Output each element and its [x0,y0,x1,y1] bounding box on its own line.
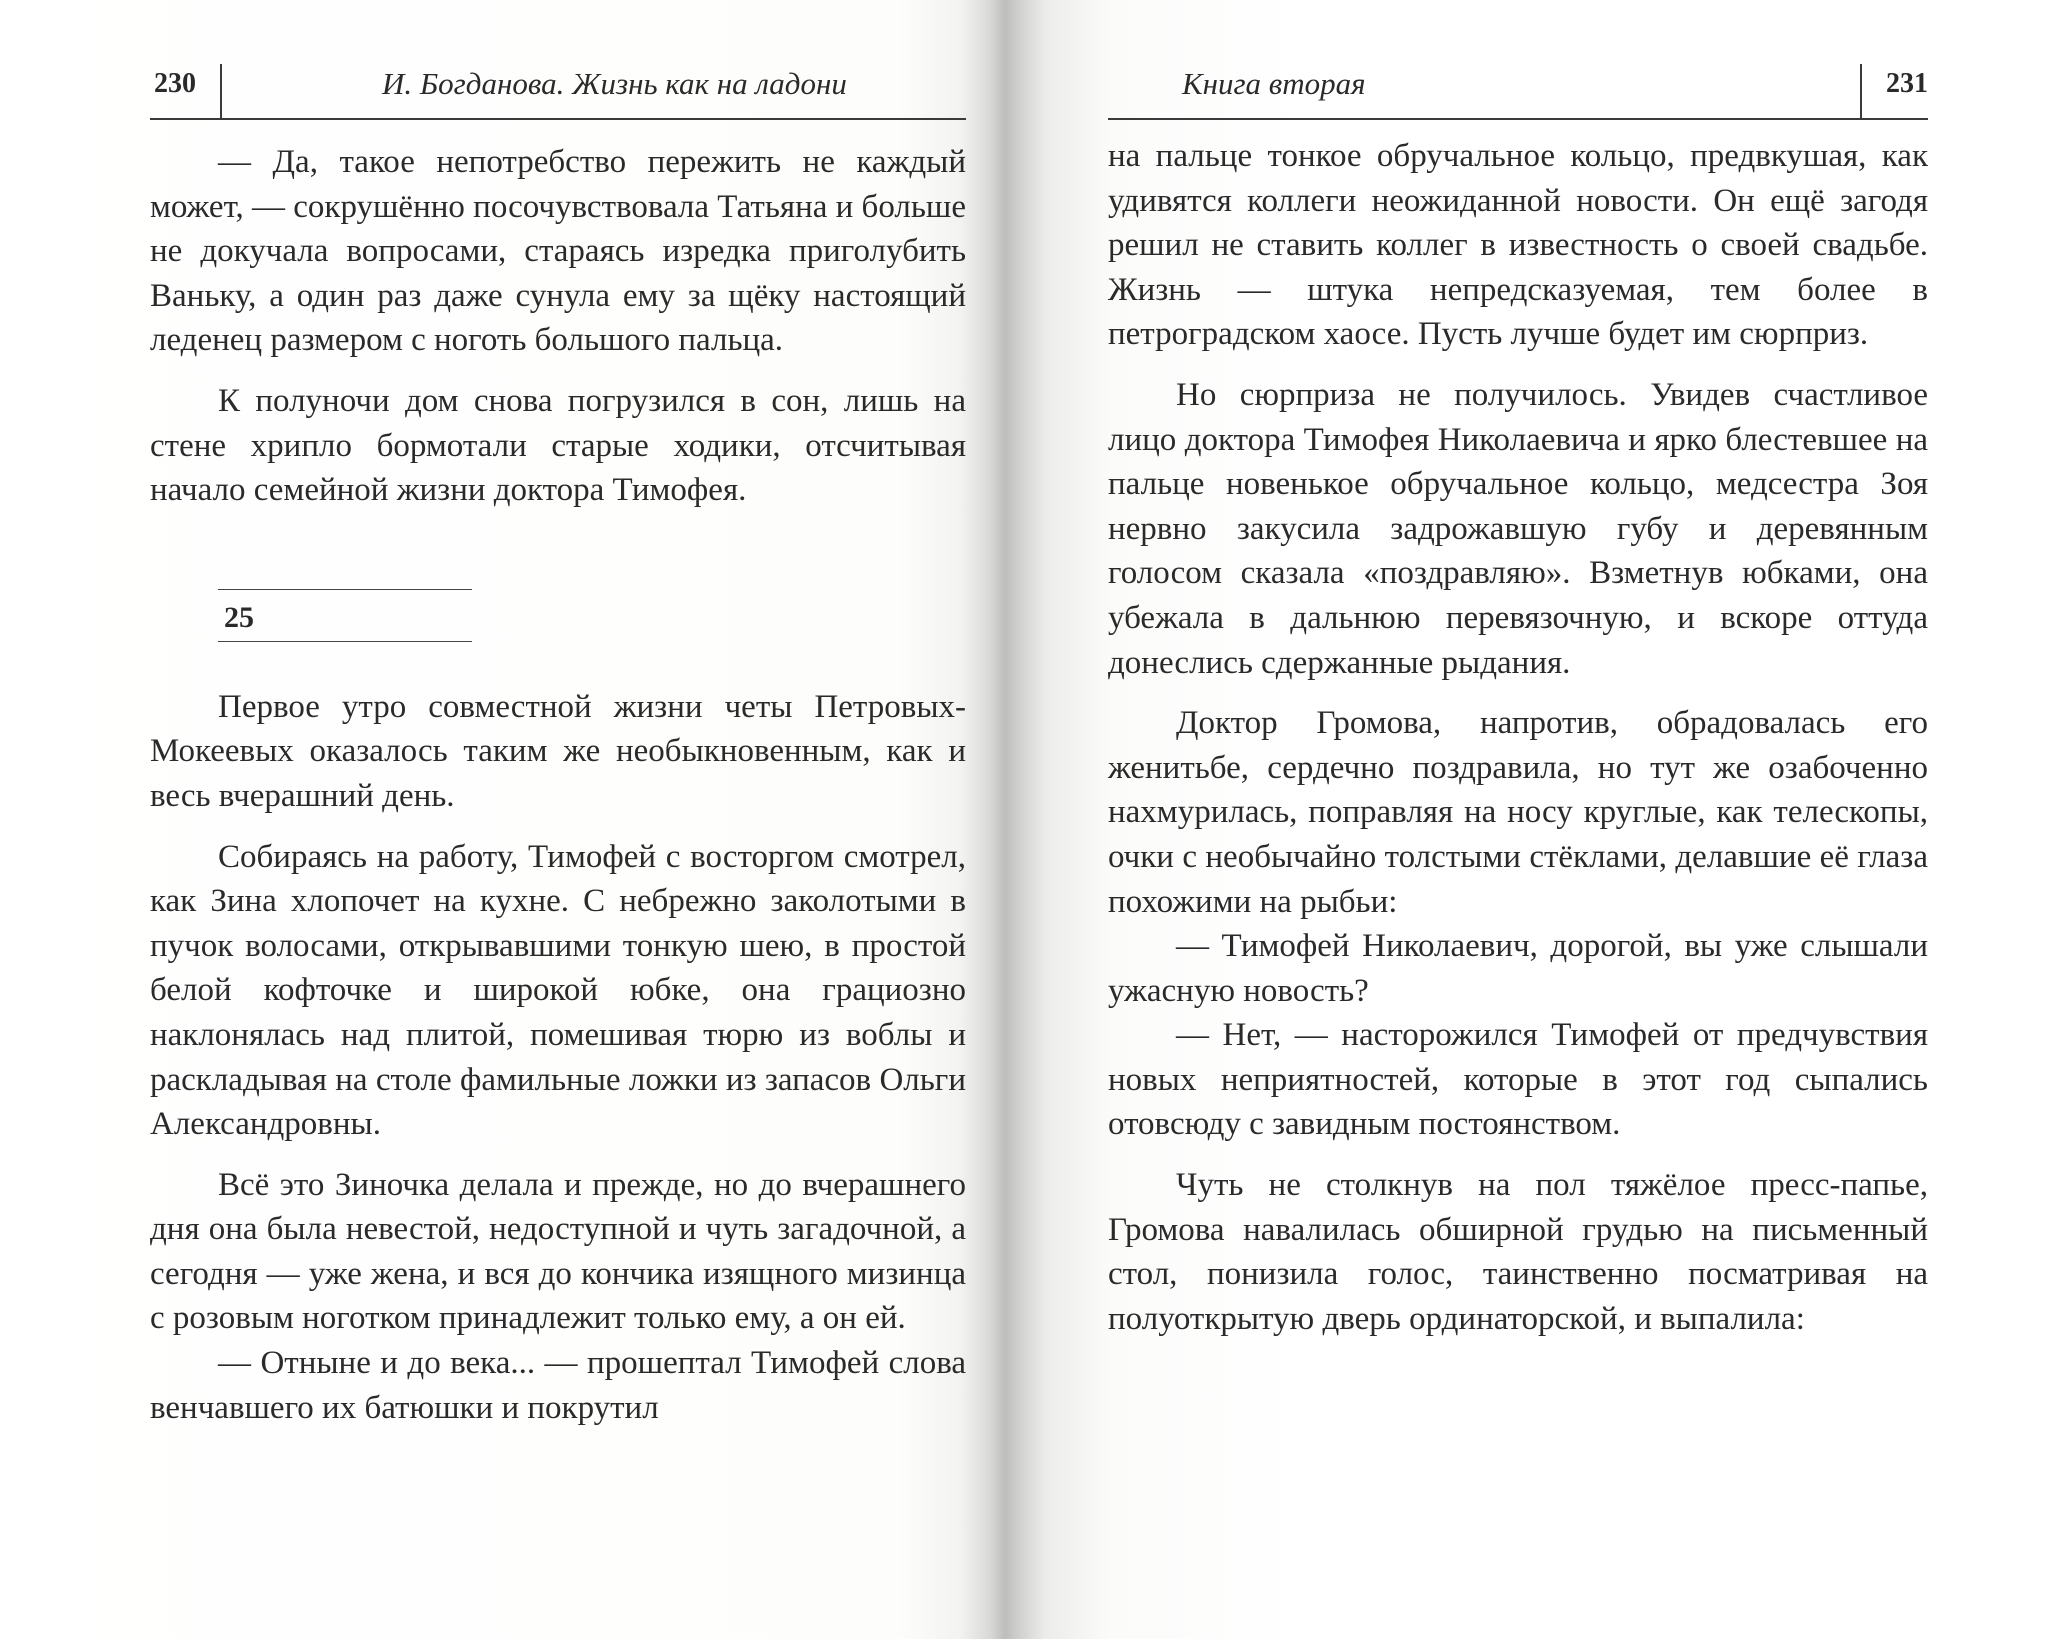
paragraph: Всё это Зиночка делала и прежде, но до вчерашнего дня она была невестой, недоступной и чуть загадочной, а сегодня — уже жена, и вся до кончика изящного мизинца с розовым ноготком принадлежит только ему, а он ей. [150,1166,966,1337]
header-divider [220,64,222,120]
left-body-text [150,140,966,1430]
chapter-number: 25 [224,600,254,634]
page-number: 231 [1886,68,1928,99]
paragraph: Первое утро совместной жизни четы Петровых-Мокеевых оказалось таким же необыкновенным, как и весь вчерашний день. [150,688,966,814]
paragraph-continuation: на пальце тонкое обручальное кольцо, предвкушая, как удивятся коллеги неожиданной новости. Он ещё загодя решил не ставить коллег в известность о своей свадьбе. Жизнь — штука непредсказуемая, тем более в петроградском хаосе. Пусть лучше будет им сюрприз. [1108,138,1928,353]
paragraph: — Да, такое непотребство пережить не каждый может, — сокрушённо посочувствовала Татьяна и больше не докучала вопросами, стараясь изредка приголубить Ваньку, а один раз даже сунула ему за щёку настоящий леденец размером с ноготь большого пальца. [150,144,966,359]
page-number: 230 [154,68,196,99]
paragraph: — Нет, — насторожился Тимофей от предчувствия новых неприятностей, которые в этот год сыпались отовсюду с завидным постоянством. [1108,1017,1928,1143]
right-body-text [1108,134,1928,1341]
left-running-head [150,56,966,120]
running-title: Книга вторая [1182,66,1366,101]
paragraph: Но сюрприза не получилось. Увидев счастливое лицо доктора Тимофея Николаевича и ярко блестевшее на пальце новенькое обручальное кольцо, медсестра Зоя нервно закусила задрожавшую губу и деревянным голосом сказала «поздравляю». Взметнув юбками, она убежала в дальнюю перевязочную, и вскоре оттуда донеслись сдержанные рыдания. [1108,376,1928,681]
paragraph: — Отныне и до века... — прошептал Тимофей слова венчавшего их батюшки и покрутил [150,1345,966,1426]
right-running-head [1108,56,1928,120]
paragraph: Собираясь на работу, Тимофей с восторгом смотрел, как Зина хлопочет на кухне. С небрежно заколотыми в пучок волосами, открывавшими тонкую шею, в простой белой кофточке и широкой юбке, она грациозно наклонялась над плитой, помешивая тюрю из воблы и раскладывая на столе фамильные ложки из запасов Ольги Александровны. [150,838,966,1143]
paragraph: — Тимофей Николаевич, дорогой, вы уже слышали ужасную новость? [1108,928,1928,1009]
chapter-heading [150,573,966,671]
paragraph: Доктор Громова, напротив, обрадовалась его женитьбе, сердечно поздравила, но тут же озабоченно нахмурилась, поправляя на носу круглые, как телескопы, очки с необычайно толстыми стёклами, делавшие её глаза похожими на рыбьи: [1108,705,1928,920]
chapter-rule-top [218,589,472,590]
chapter-rule-bottom [218,641,472,642]
paragraph: К полуночи дом снова погрузился в сон, лишь на стене хрипло бормотали старые ходики, отсчитывая начало семейной жизни доктора Тимофея. [150,382,966,509]
running-title: И. Богданова. Жизнь как на ладони [382,66,847,101]
header-divider [1860,64,1862,120]
paragraph: Чуть не столкнув на пол тяжёлое пресс-папье, Громова навалилась обширной грудью на письменный стол, понизила голос, таинственно посматривая на полуоткрытую дверь ординаторской, и выпалила: [1108,1167,1928,1337]
